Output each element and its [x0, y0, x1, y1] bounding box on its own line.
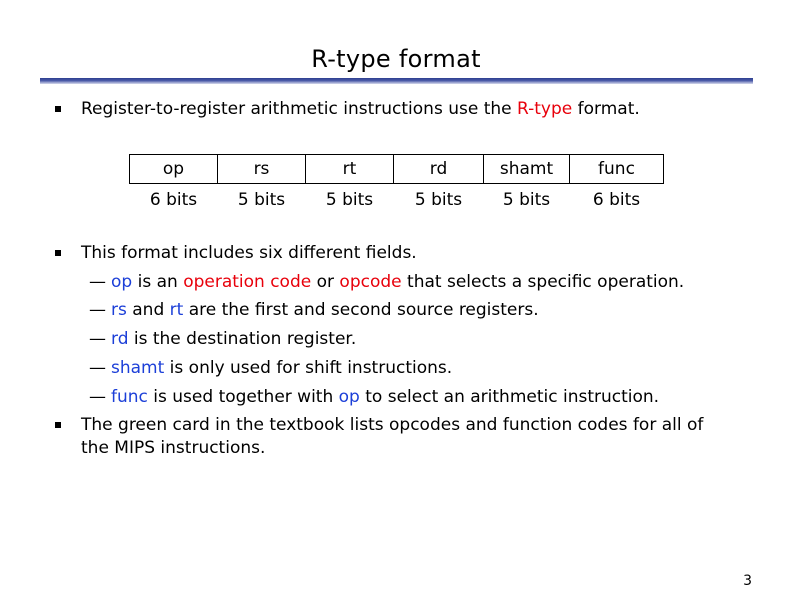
- square-bullet-icon: [55, 250, 61, 256]
- sub-item-shamt-text: [111, 357, 452, 380]
- rt-term: rt: [169, 300, 184, 320]
- dash-marker: —: [89, 358, 106, 378]
- field-cell: func: [570, 155, 664, 184]
- op-text-2: or: [311, 272, 340, 292]
- size-cell: 5 bits: [502, 190, 551, 210]
- sub-item-op-text: [111, 271, 684, 294]
- func-text-2: to select an arithmetic instruction.: [359, 387, 660, 407]
- field-cell: rd: [394, 155, 484, 184]
- size-cell: 5 bits: [325, 190, 374, 210]
- op-text-1: is an: [132, 272, 184, 292]
- shamt-text-1: is only used for shift instructions.: [164, 358, 453, 378]
- title-underline-rule: [40, 78, 753, 84]
- func-text-1: is used together with: [147, 387, 339, 407]
- field-name-row: [130, 155, 664, 184]
- bullet-intro-text: [81, 98, 640, 121]
- field-cell: rs: [218, 155, 306, 184]
- op-term: op: [338, 387, 360, 407]
- shamt-term: shamt: [111, 358, 165, 378]
- field-cell: rt: [306, 155, 394, 184]
- dash-marker: —: [89, 300, 106, 320]
- sub-item-rs-rt-text: [111, 299, 539, 322]
- dash-marker: —: [89, 329, 106, 349]
- rs-rt-text-1: and: [126, 300, 170, 320]
- field-size-row: [130, 184, 664, 217]
- size-cell: 5 bits: [414, 190, 463, 210]
- sub-item-func-text: [111, 386, 659, 409]
- r-type-format-table: [129, 154, 664, 216]
- square-bullet-icon: [55, 422, 61, 428]
- size-cell: 6 bits: [149, 190, 198, 210]
- operation-code-term: operation code: [183, 272, 312, 292]
- rs-rt-text-2: are the first and second source registers.: [183, 300, 539, 320]
- op-term: op: [111, 272, 133, 292]
- sub-item-rd-text: [111, 328, 356, 351]
- dash-marker: —: [89, 387, 106, 407]
- func-term: func: [111, 387, 148, 407]
- page-number: 3: [743, 573, 752, 589]
- bullet-green-card-text: [81, 414, 703, 460]
- field-cell: op: [130, 155, 218, 184]
- size-cell: 5 bits: [237, 190, 286, 210]
- green-card-line-1: The green card in the textbook lists opcodes and function codes for all of: [81, 415, 704, 435]
- size-cell: 6 bits: [592, 190, 641, 210]
- intro-text-before: Register-to-register arithmetic instructions use the: [81, 99, 517, 119]
- dash-marker: —: [89, 272, 106, 292]
- rs-term: rs: [111, 300, 127, 320]
- rd-term: rd: [111, 329, 129, 349]
- field-cell: shamt: [484, 155, 570, 184]
- op-text-3: that selects a specific operation.: [401, 272, 685, 292]
- r-type-highlight: R-type: [517, 99, 573, 119]
- bullet-six-fields-text: This format includes six different fields.: [81, 243, 417, 263]
- slide-title: R-type format: [311, 45, 481, 73]
- square-bullet-icon: [55, 106, 61, 112]
- green-card-line-2: the MIPS instructions.: [81, 438, 266, 458]
- intro-text-after: format.: [572, 99, 640, 119]
- rd-text-1: is the destination register.: [128, 329, 357, 349]
- opcode-term: opcode: [339, 272, 402, 292]
